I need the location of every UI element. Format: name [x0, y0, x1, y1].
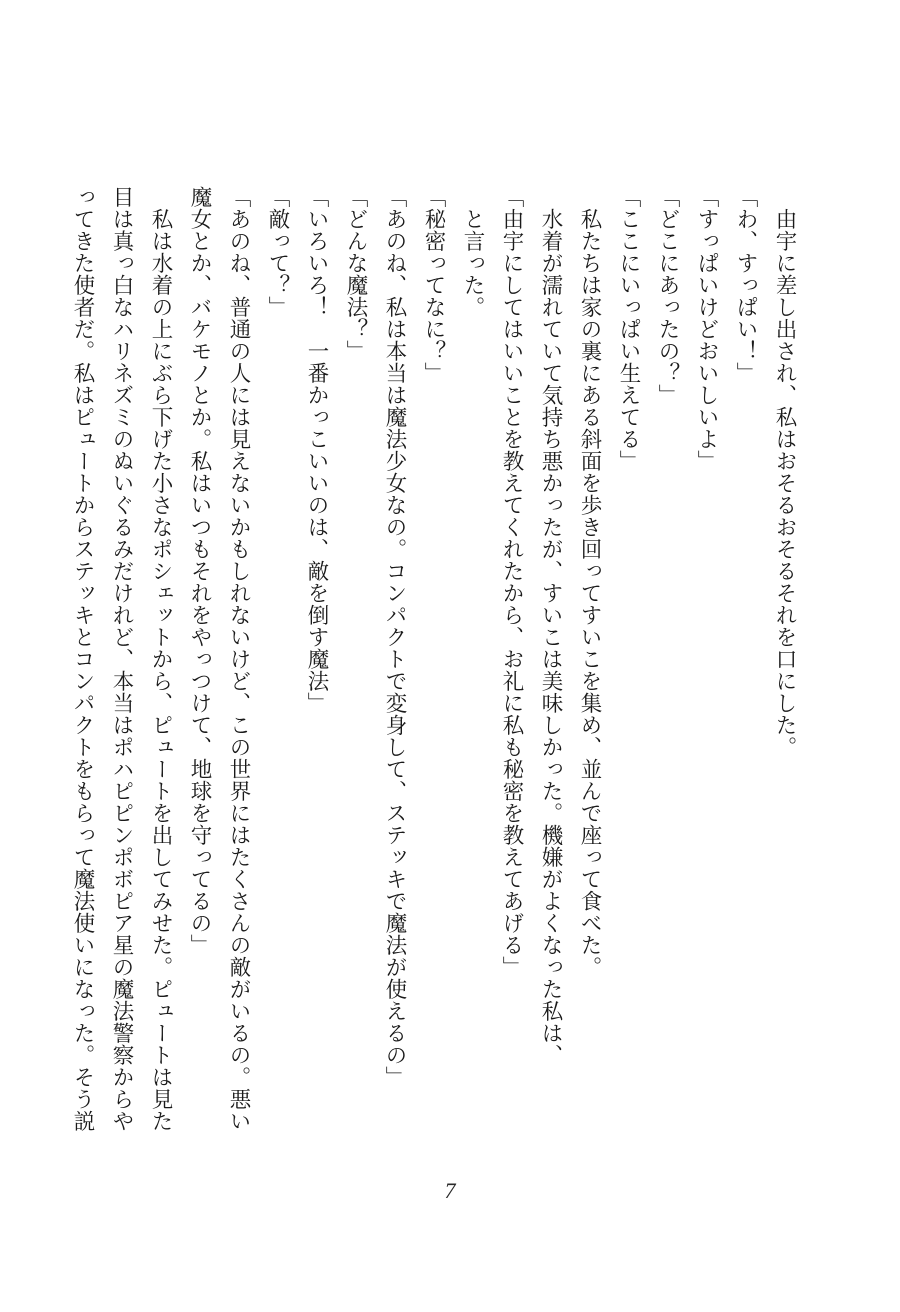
text-line: 「すっぱいけどおいしいよ」 — [694, 186, 719, 472]
text-line: と言った。 — [460, 186, 485, 318]
text-line: 由宇に差し出され、私はおそるおそるそれを口にした。 — [772, 186, 797, 758]
text-line: ってきた使者だ。私はピュートからステッキとコンパクトをもらって魔法使いになった。そう説 — [70, 186, 95, 1132]
text-line: 「いろいろ！ 一番かっこいいのは、敵を倒す魔法」 — [304, 186, 329, 714]
text-line: 魔女とか、バケモノとか。私はいつもそれをやっつけて、地球を守ってるの」 — [187, 186, 212, 956]
text-line: 「どこにあったの？」 — [655, 186, 680, 406]
text-line: 「敵って？」 — [265, 186, 290, 318]
text-line: 「わ、すっぱい！」 — [733, 186, 758, 384]
text-line: 「あのね、私は本当は魔法少女なの。コンパクトで変身して、ステッキで魔法が使えるの」 — [382, 186, 407, 1088]
vertical-text-body — [70, 186, 804, 1146]
text-line: 「あのね、普通の人には見えないかもしれないけど、この世界にはたくさんの敵がいるの。悪い — [226, 186, 251, 1132]
text-line: 私は水着の上にぶら下げた小さなポシェットから、ピュートを出してみせた。ピュートは見た — [148, 186, 173, 1132]
text-line: 「秘密ってなに？」 — [421, 186, 446, 384]
text-line: 水着が濡れていて気持ち悪かったが、すいこは美味しかった。機嫌がよくなった私は、 — [538, 186, 563, 1066]
text-line: 「ここにいっぱい生えてる」 — [616, 186, 641, 472]
page-number: 7 — [444, 1178, 456, 1203]
text-line: 目は真っ白なハリネズミのぬいぐるみだけれど、本当はポハピピンポボピア星の魔法警察からや — [109, 186, 134, 1132]
text-line: 私たちは家の裏にある斜面を歩き回ってすいこを集め、並んで座って食べた。 — [577, 186, 602, 978]
text-line: 「どんな魔法？」 — [343, 186, 368, 362]
text-line: 「由宇にしてはいいことを教えてくれたから、お礼に私も秘密を教えてあげる」 — [499, 186, 524, 978]
